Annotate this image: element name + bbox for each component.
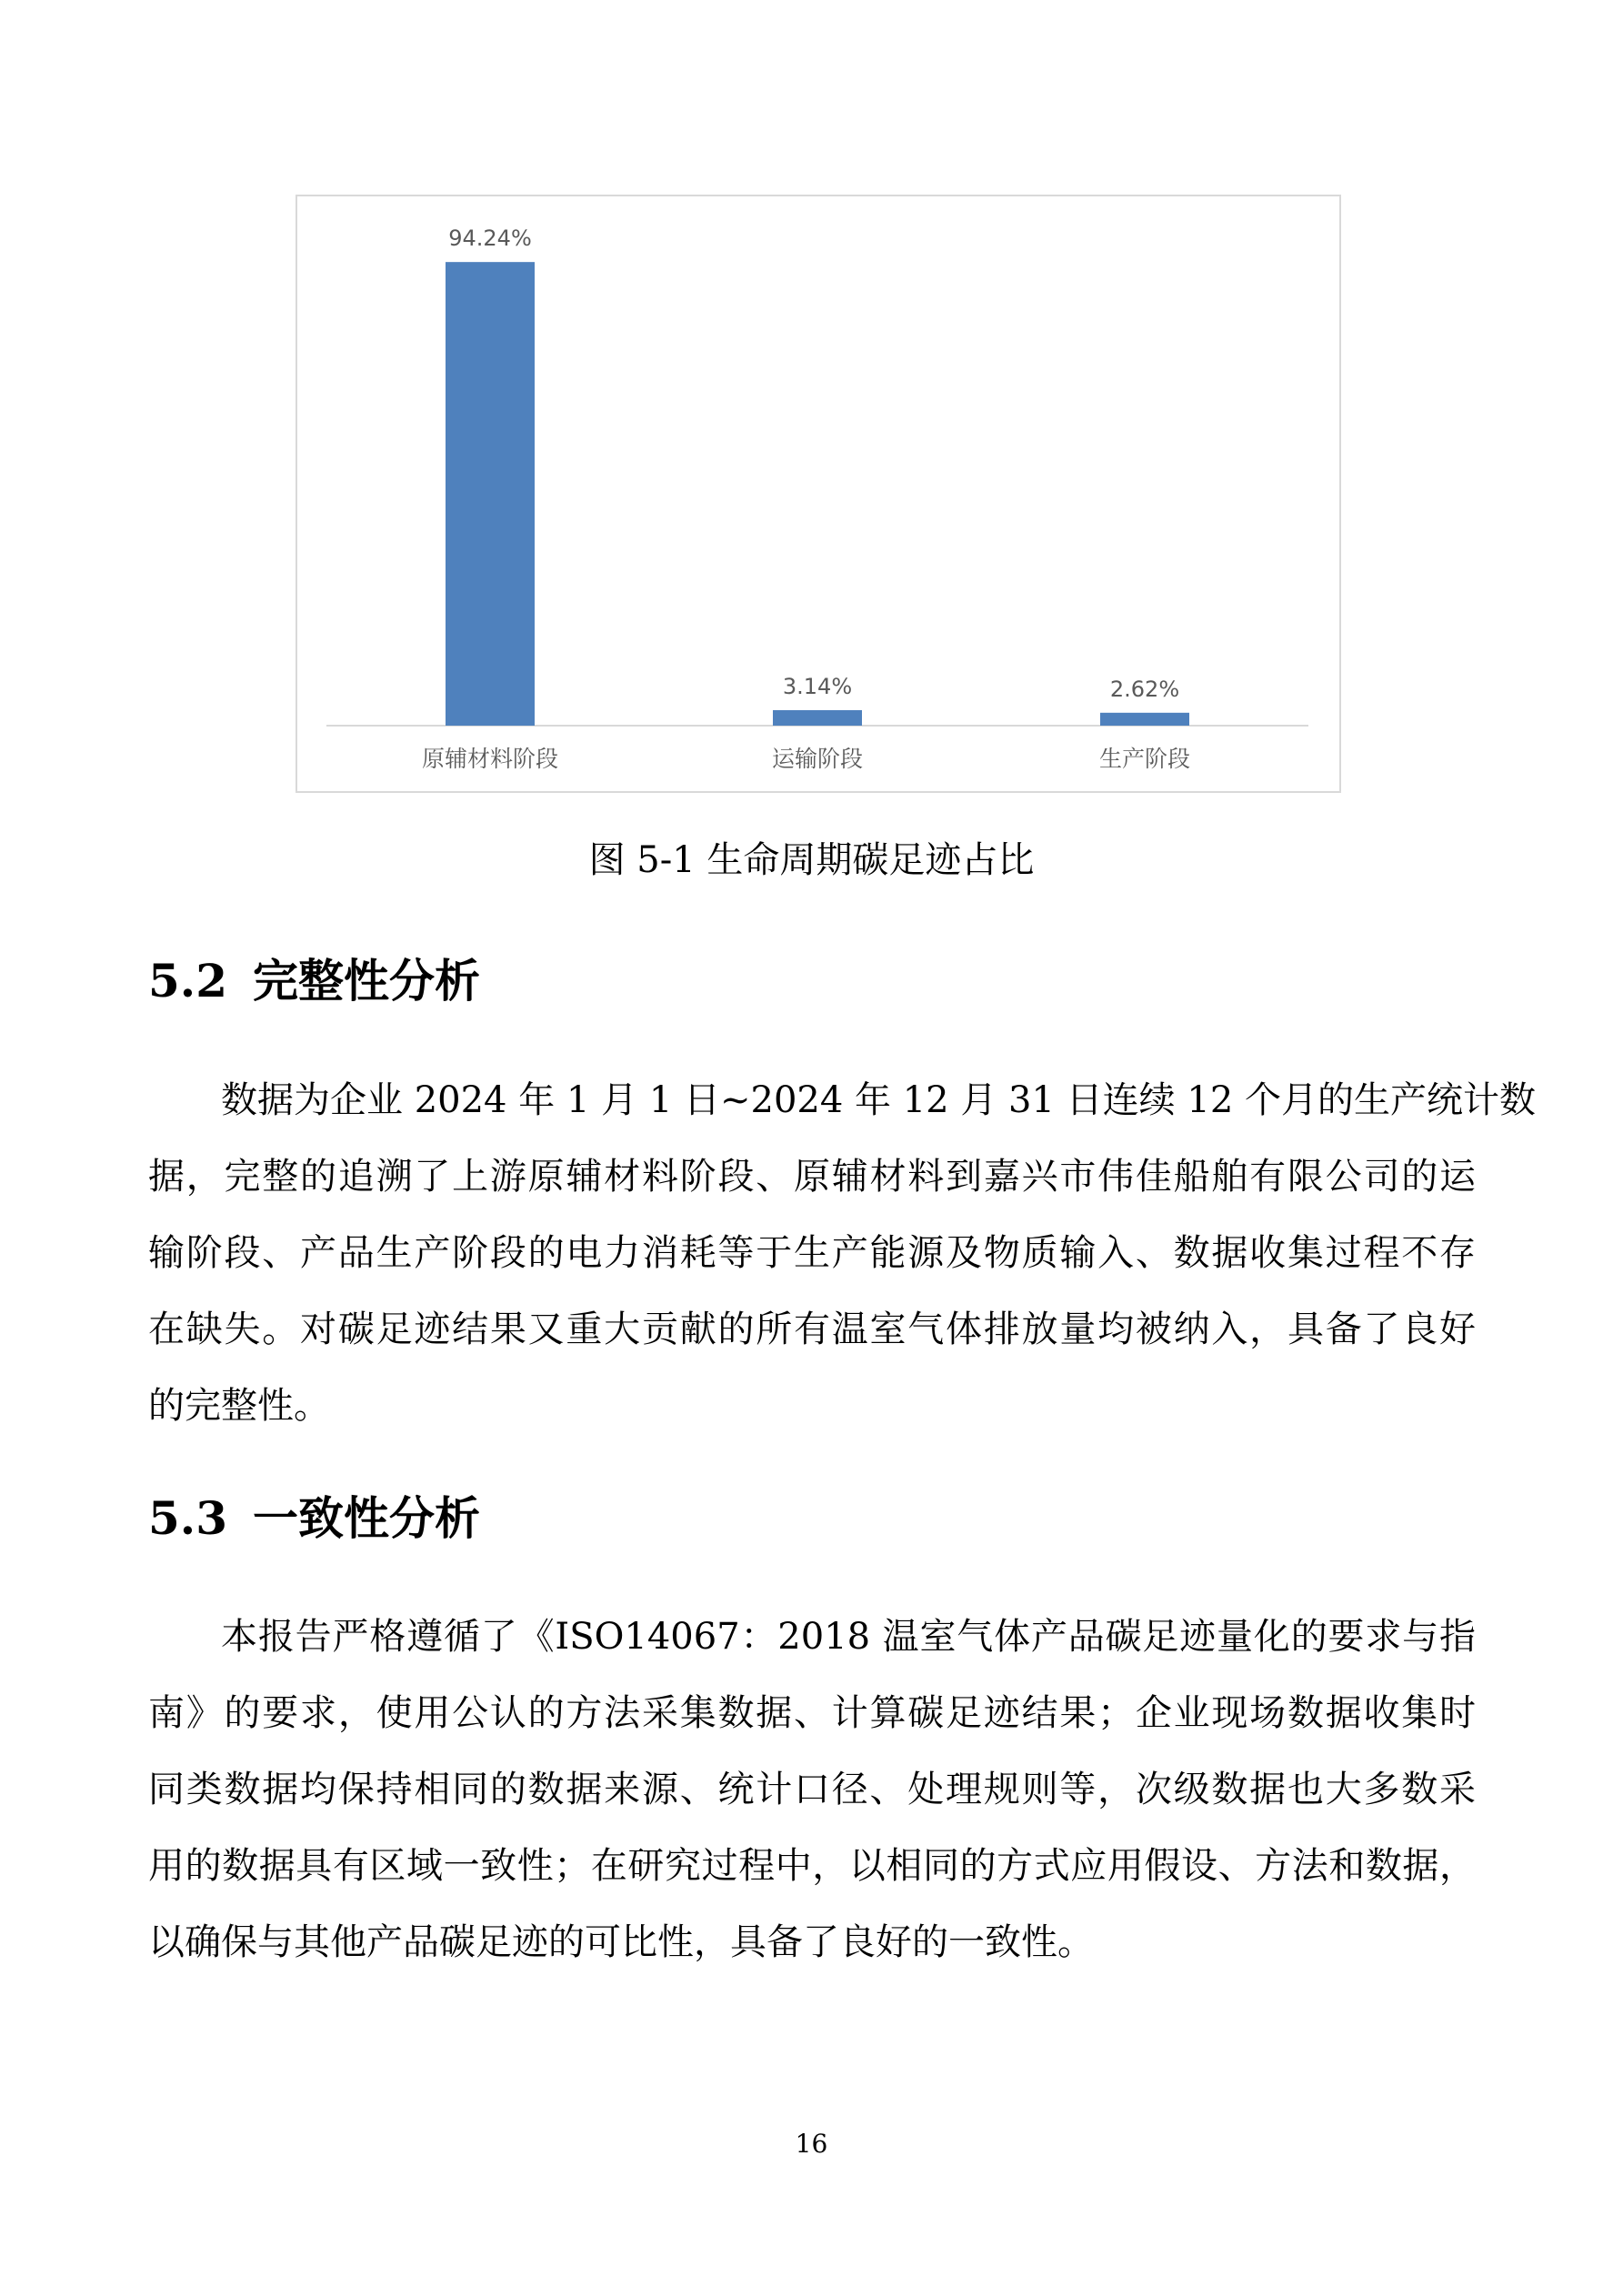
data-label-1: 94.24%: [448, 226, 532, 252]
paragraph-line: 用的数据具有区域一致性；在研究过程中，以相同的方式应用假设、方法和数据，: [148, 1845, 1476, 1887]
paragraph-line: 的完整性。: [148, 1385, 330, 1427]
section-heading-5-3: [148, 1489, 480, 1548]
page-number: 16: [795, 2129, 828, 2159]
section-title: 完整性分析: [253, 954, 480, 1008]
paragraph-line: 南》的要求，使用公认的方法采集数据、计算碳足迹结果；企业现场数据收集时: [148, 1692, 1476, 1734]
category-label-3: 生产阶段: [1098, 746, 1191, 772]
paragraph-line: 以确保与其他产品碳足迹的可比性，具备了良好的一致性。: [148, 1921, 1094, 1963]
paragraph-line: 在缺失。对碳足迹结果又重大贡献的所有温室气体排放量均被纳入，具备了良好: [148, 1308, 1476, 1350]
paragraph-line: 本报告严格遵循了《ISO14067：2018 温室气体产品碳足迹量化的要求与指: [221, 1616, 1476, 1658]
figure-caption: 图 5-1 生命周期碳足迹占比: [588, 839, 1035, 881]
bar-3: [1100, 713, 1189, 726]
section-title: 一致性分析: [253, 1491, 480, 1545]
paragraph-line: 数据为企业 2024 年 1 月 1 日~2024 年 12 月 31 日连续 12 个月的生产统计数: [221, 1079, 1536, 1121]
category-label-1: 原辅材料阶段: [421, 746, 559, 772]
paragraph-line: 同类数据均保持相同的数据来源、统计口径、处理规则等，次级数据也大多数采: [148, 1769, 1476, 1810]
paragraph-consistency: [148, 1599, 1476, 1980]
data-label-2: 3.14%: [782, 674, 853, 700]
bar-1: [446, 262, 535, 726]
paragraph-line: 据，完整的追溯了上游原辅材料阶段、原辅材料到嘉兴市伟佳船舶有限公司的运: [148, 1156, 1476, 1198]
bar-chart-svg: [297, 196, 1339, 791]
section-number: 5.3: [148, 1491, 227, 1545]
paragraph-completeness: [148, 1062, 1536, 1444]
data-label-3: 2.62%: [1109, 676, 1180, 702]
paragraph-line: 输阶段、产品生产阶段的电力消耗等于生产能源及物质输入、数据收集过程不存: [148, 1232, 1476, 1274]
category-label-2: 运输阶段: [771, 746, 864, 772]
section-number: 5.2: [148, 954, 227, 1008]
section-heading-5-2: [148, 952, 480, 1010]
bar-chart: [296, 195, 1341, 793]
bar-2: [773, 710, 862, 726]
